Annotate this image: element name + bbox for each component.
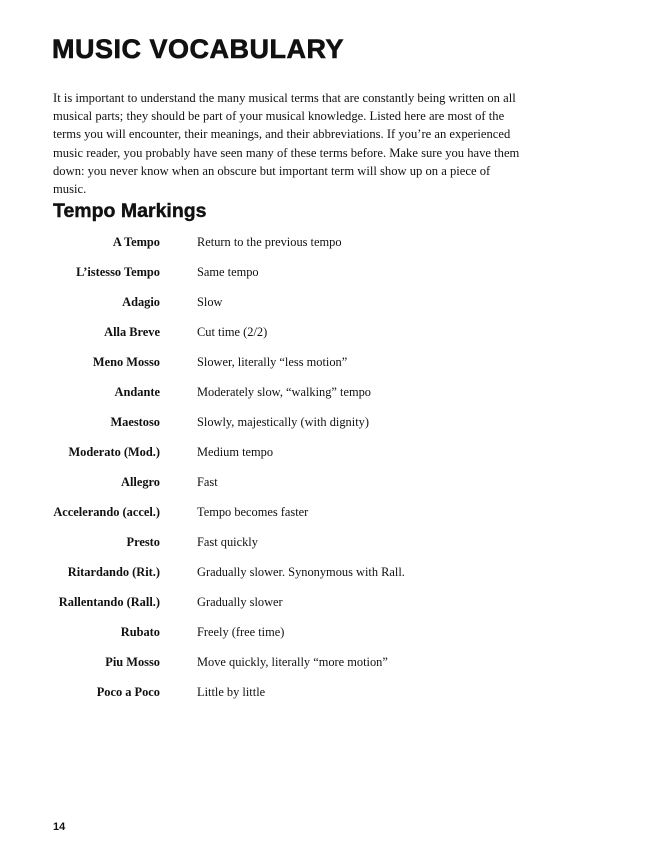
term-row xyxy=(0,265,648,295)
term-name: Piu Mosso xyxy=(105,655,160,669)
page-title: MUSIC VOCABULARY xyxy=(52,34,345,64)
term-definition: Slowly, majestically (with dignity) xyxy=(197,415,369,429)
term-row xyxy=(0,385,648,415)
term-row xyxy=(0,625,648,655)
term-name: Adagio xyxy=(122,295,160,309)
term-definition: Gradually slower. Synonymous with Rall. xyxy=(197,565,405,579)
term-definition: Slower, literally “less motion” xyxy=(197,355,348,369)
term-name: Ritardando (Rit.) xyxy=(67,565,160,579)
term-definition: Same tempo xyxy=(197,265,259,279)
term-name: Moderato (Mod.) xyxy=(68,445,160,459)
term-name: Poco a Poco xyxy=(96,685,160,699)
term-row xyxy=(0,685,648,715)
term-name: Andante xyxy=(114,385,160,399)
term-name: Meno Mosso xyxy=(92,355,160,369)
term-definition: Fast quickly xyxy=(197,535,258,549)
term-row xyxy=(0,325,648,355)
term-name: Allegro xyxy=(121,475,160,489)
term-row xyxy=(0,355,648,385)
term-definition: Tempo becomes faster xyxy=(197,505,309,519)
term-row xyxy=(0,505,648,535)
term-definition: Return to the previous tempo xyxy=(197,235,342,249)
term-name: Accelerando (accel.) xyxy=(53,505,160,519)
term-definition: Medium tempo xyxy=(197,445,274,459)
term-definition: Slow xyxy=(197,295,223,309)
term-name: Rallentando (Rall.) xyxy=(58,595,160,609)
term-row xyxy=(0,235,648,265)
term-name: Presto xyxy=(126,535,160,549)
term-row xyxy=(0,475,648,505)
section-title: Tempo Markings xyxy=(53,200,207,222)
term-definition: Fast xyxy=(197,475,218,489)
term-row xyxy=(0,595,648,625)
term-definition: Little by little xyxy=(197,685,266,699)
term-name: Maestoso xyxy=(110,415,160,429)
term-name: Rubato xyxy=(120,625,160,639)
term-row xyxy=(0,535,648,565)
terms-list xyxy=(0,235,648,715)
term-definition: Move quickly, literally “more motion” xyxy=(197,655,388,669)
page-number: 14 xyxy=(53,821,66,833)
term-definition: Freely (free time) xyxy=(197,625,285,639)
term-definition: Moderately slow, “walking” tempo xyxy=(197,385,371,399)
term-row xyxy=(0,445,648,475)
term-row xyxy=(0,565,648,595)
term-definition: Gradually slower xyxy=(197,595,283,609)
term-name: L’istesso Tempo xyxy=(76,265,160,279)
term-definition: Cut time (2/2) xyxy=(197,325,268,339)
term-row xyxy=(0,415,648,445)
term-row xyxy=(0,655,648,685)
term-name: A Tempo xyxy=(112,235,160,249)
intro-paragraph: It is important to understand the many musical terms that are constantly being written on all musical parts; they should be part of your musical knowledge. Listed here are most of the terms you will encounter, their meanings, and their abbreviations. If you’re an experienced music reader, you probably have seen many of these terms before. Make sure you have them down: you never know when an obscure but important term will show up on a piece of music. xyxy=(53,91,520,197)
term-row xyxy=(0,295,648,325)
term-name: Alla Breve xyxy=(104,325,160,339)
